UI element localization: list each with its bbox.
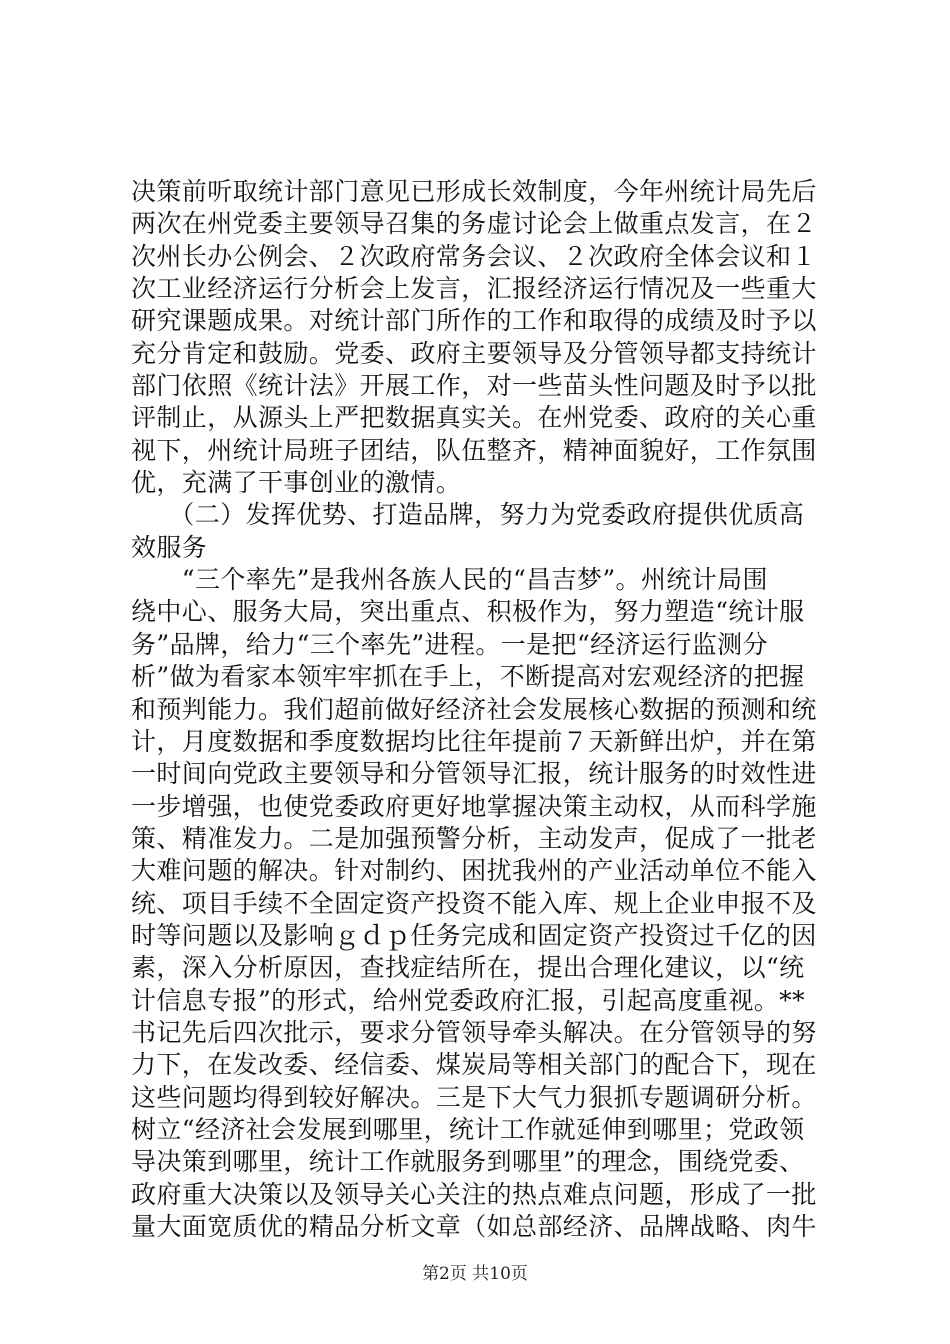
text-line: 和预判能力。我们超前做好经济社会发展核心数据的预测和统: [131, 694, 817, 724]
text-line: 效服务: [131, 532, 208, 562]
page-footer: 第2页 共10页: [422, 1264, 528, 1284]
text-line: 次工业经济运行分析会上发言，汇报经济运行情况及一些重大: [131, 274, 817, 304]
text-line: 绕中心、服务大局，突出重点、积极作为，努力塑造“统计服: [131, 597, 805, 627]
text-line: “三个率先”是我州各族人民的“昌吉梦”。州统计局围: [131, 565, 768, 595]
text-line: 充分肯定和鼓励。党委、政府主要领导及分管领导都支持统计: [131, 338, 817, 368]
text-line: 策、精准发力。二是加强预警分析，主动发声，促成了一批老: [131, 823, 817, 853]
text-line: 这些问题均得到较好解决。三是下大气力狠抓专题调研分析。: [131, 1082, 817, 1112]
text-line: 树立“经济社会发展到哪里，统计工作就延伸到哪里；党政领: [131, 1114, 805, 1144]
text-line: 视下，州统计局班子团结，队伍整齐，精神面貌好，工作氛围: [131, 435, 817, 465]
text-line: 素，深入分析原因，查找症结所在，提出合理化建议，以“统: [131, 953, 805, 983]
text-line: 书记先后四次批示，要求分管领导牵头解决。在分管领导的努: [131, 1017, 817, 1047]
text-line: 一时间向党政主要领导和分管领导汇报，统计服务的时效性进: [131, 759, 817, 789]
text-line: 量大面宽质优的精品分析文章（如总部经济、品牌战略、肉牛: [131, 1212, 817, 1241]
text-line: 研究课题成果。对统计部门所作的工作和取得的成绩及时予以: [131, 306, 817, 336]
text-line: 一步增强，也使党委政府更好地掌握决策主动权，从而科学施: [131, 791, 817, 821]
text-line: 优，充满了干事创业的激情。: [131, 468, 462, 498]
text-line: 力下，在发改委、经信委、煤炭局等相关部门的配合下，现在: [131, 1050, 817, 1080]
text-line: 析”做为看家本领牢牢抓在手上，不断提高对宏观经济的把握: [131, 662, 805, 692]
text-line: 计信息专报”的形式，给州党委政府汇报，引起高度重视。**: [131, 985, 805, 1015]
text-line: 次州长办公例会、２次政府常务会议、２次政府全体会议和１: [131, 241, 817, 271]
text-line: 计，月度数据和季度数据均比往年提前７天新鲜出炉，并在第: [131, 726, 817, 756]
text-line: 决策前听取统计部门意见已形成长效制度，今年州统计局先后: [131, 177, 817, 206]
text-line: 两次在州党委主要领导召集的务虚讨论会上做重点发言，在２: [131, 209, 817, 239]
text-line: 评制止，从源头上严把数据真实关。在州党委、政府的关心重: [131, 403, 817, 433]
text-line: 大难问题的解决。针对制约、困扰我州的产业活动单位不能入: [131, 856, 817, 886]
text-line: 时等问题以及影响ｇｄｐ任务完成和固定资产投资过千亿的因: [131, 920, 817, 950]
text-line: 务”品牌，给力“三个率先”进程。一是把“经济运行监测分: [131, 629, 768, 659]
text-line: 导决策到哪里，统计工作就服务到哪里”的理念，围绕党委、: [131, 1147, 805, 1177]
text-line: 部门依照《统计法》开展工作，对一些苗头性问题及时予以批: [131, 371, 817, 401]
document-body: [131, 176, 831, 1243]
text-line: 政府重大决策以及领导关心关注的热点难点问题，形成了一批: [131, 1179, 817, 1209]
text-line: 统、项目手续不全固定资产投资不能入库、规上企业申报不及: [131, 888, 817, 918]
text-line: （二）发挥优势、打造品牌，努力为党委政府提供优质高: [131, 500, 805, 530]
